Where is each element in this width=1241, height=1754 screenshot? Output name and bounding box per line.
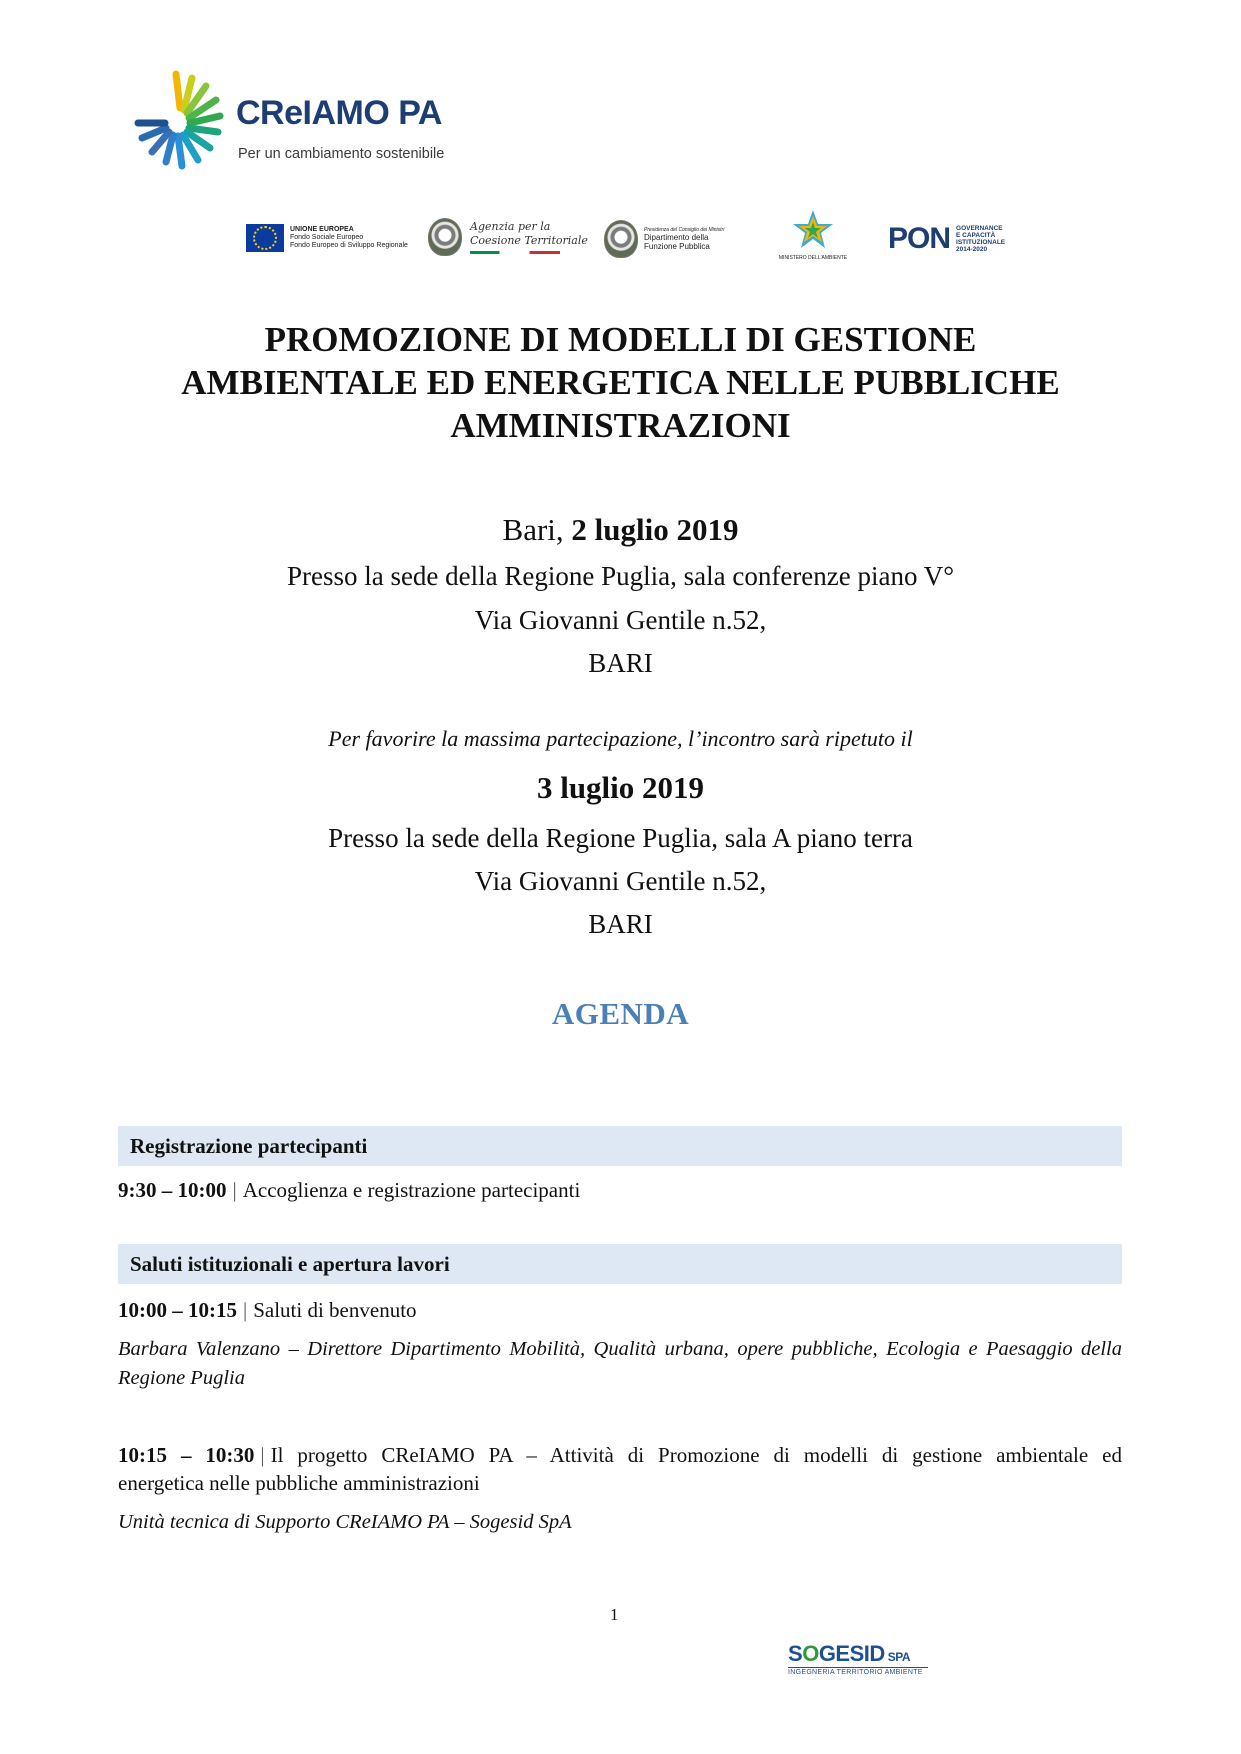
event1-address: Via Giovanni Gentile n.52, — [474, 605, 767, 635]
agency-line1: Agenzia per la — [470, 220, 551, 233]
title-line-3: AMMINISTRAZIONI — [450, 406, 791, 445]
event1-venue: Presso la sede della Regione Puglia, sala conferenze piano V° — [286, 561, 955, 591]
speaker-line-2: Regione Puglia — [118, 1367, 245, 1389]
event2-venue: Presso la sede della Regione Puglia, sala A piano terra — [328, 823, 913, 853]
star-logo-icon — [791, 208, 835, 250]
event1-city: BARI — [588, 648, 653, 678]
eu-line2: Fondo Sociale Europeo — [290, 234, 364, 241]
agenda-item — [118, 1441, 1122, 1497]
ministry-logo — [768, 208, 858, 268]
sogesid-spa: SPA — [887, 1650, 911, 1664]
logo-tagline: Per un cambiamento sostenibile — [238, 146, 445, 162]
title-line-1: PROMOZIONE DI MODELLI DI GESTIONE — [264, 320, 977, 359]
repeat-note: Per favorire la massima partecipazione, l’incontro sarà ripetuto il — [328, 726, 913, 751]
agenda-text: Saluti di benvenuto — [253, 1298, 417, 1322]
logo-name: CReIAMO PA — [236, 94, 442, 132]
agenda-time: 10:00 – 10:15 — [118, 1298, 237, 1322]
eu-line1: UNIONE EUROPEA — [290, 226, 354, 233]
agenda-text: Il progetto CReIAMO PA – Attività di Promozione di modelli di gestione ambientale ed — [270, 1443, 1122, 1467]
separator: | — [260, 1443, 265, 1467]
page-number: 1 — [610, 1605, 619, 1624]
separator: | — [232, 1178, 237, 1202]
eu-logo — [246, 224, 408, 284]
eu-flag-icon — [246, 224, 284, 252]
pon-line3: ISTITUZIONALE — [956, 239, 1006, 246]
dfp-line1: Dipartimento della — [644, 233, 709, 242]
separator: | — [243, 1298, 248, 1322]
dfp-logo — [604, 220, 724, 280]
document-title — [100, 318, 1141, 447]
sogesid-subtitle: INGEGNERIA TERRITORIO AMBIENTE — [788, 1667, 928, 1676]
event1-date: 2 luglio 2019 — [571, 512, 739, 547]
event2-date: 3 luglio 2019 — [536, 770, 705, 805]
agenda-text: Accoglienza e registrazione partecipanti — [242, 1178, 581, 1202]
event1-date-line — [100, 512, 1141, 548]
creiamo-pa-logo — [130, 68, 460, 178]
speaker-info — [118, 1508, 1122, 1537]
tricolor-stripe — [470, 251, 560, 254]
pon-logo — [888, 222, 1005, 282]
agenda-time: 10:15 – 10:30 — [118, 1443, 255, 1467]
title-line-2: AMBIENTALE ED ENERGETICA NELLE PUBBLICHE — [181, 363, 1060, 402]
pon-line4: 2014-2020 — [956, 246, 988, 253]
italian-emblem-icon — [428, 218, 462, 256]
event2-city: BARI — [588, 909, 653, 939]
sogesid-s: S — [788, 1641, 803, 1666]
agenda-time: 9:30 – 10:00 — [118, 1178, 227, 1202]
sogesid-logo — [788, 1641, 928, 1676]
ministry-line: MINISTERO DELL'AMBIENTE — [778, 255, 848, 261]
agenda-heading: AGENDA — [551, 996, 690, 1031]
agency-line2: Coesione Territoriale — [470, 234, 588, 247]
pon-line1: GOVERNANCE — [956, 225, 1003, 232]
sogesid-o: O — [802, 1641, 819, 1666]
agenda-item — [118, 1176, 1122, 1204]
agency-logo — [428, 218, 588, 278]
speaker-info — [118, 1335, 1122, 1393]
speaker-line-1: Unità tecnica di Supporto CReIAMO PA – Sogesid SpA — [118, 1511, 572, 1533]
speaker-line-1: Barbara Valenzano – Direttore Dipartimento Mobilità, Qualità urbana, opere pubbliche, Ecologia e Paesaggio della — [118, 1338, 1122, 1360]
section-heading-registration: Registrazione partecipanti — [118, 1126, 1122, 1166]
pon-line2: E CAPACITÀ — [956, 232, 996, 239]
sogesid-rest: GESID — [818, 1641, 885, 1666]
italian-emblem-icon — [604, 220, 638, 258]
pon-word: PON — [888, 222, 951, 255]
section-heading-greetings: Saluti istituzionali e apertura lavori — [118, 1244, 1122, 1284]
event1-city-prefix: Bari, — [502, 512, 572, 547]
event2-address: Via Giovanni Gentile n.52, — [474, 866, 767, 896]
eu-line3: Fondo Europeo di Sviluppo Regionale — [290, 242, 408, 249]
dfp-line0: Presidenza del Consiglio dei Ministri — [644, 227, 725, 233]
sunburst-logo-icon — [130, 68, 230, 178]
dfp-line2: Funzione Pubblica — [644, 242, 710, 251]
agenda-item — [118, 1296, 1122, 1324]
agenda-text-line-2: energetica nelle pubbliche amministrazioni — [118, 1471, 480, 1495]
